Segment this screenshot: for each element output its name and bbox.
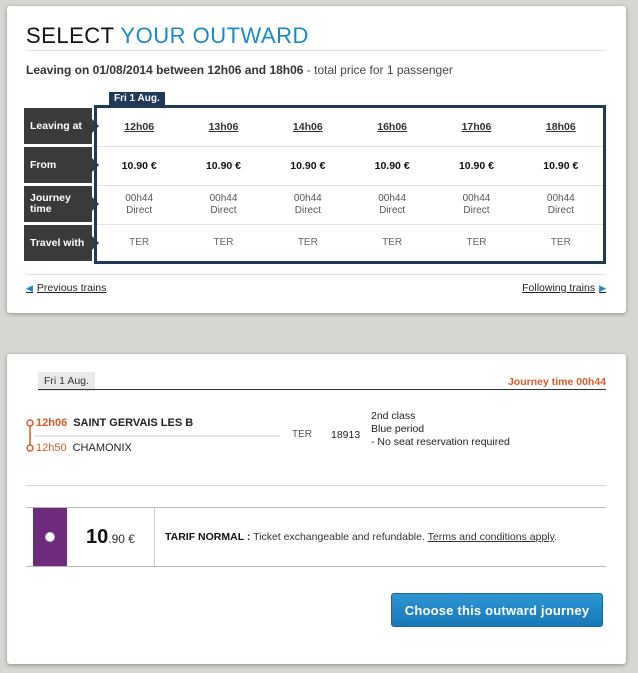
travel-with-cell: TER [382, 237, 403, 248]
price-cell[interactable]: 10.90 € [543, 160, 579, 172]
price-cell[interactable]: 10.90 € [121, 160, 157, 172]
price-cell[interactable]: 10.90 € [458, 160, 494, 172]
travel-with-cell: TER [297, 237, 318, 248]
journey-cell: 00h44 Direct [125, 193, 154, 216]
date-chip: Fri 1 Aug. [38, 372, 95, 391]
travel-with-cell: TER [129, 237, 150, 248]
travel-row [97, 225, 603, 261]
journey-cell: 00h44 Direct [293, 193, 322, 216]
outward-selection-panel [7, 6, 626, 313]
price-row [97, 147, 603, 186]
row-label-from: From [24, 147, 92, 183]
choose-outward-button[interactable]: Choose this outward journey [391, 593, 603, 627]
departure-stop: 12h06 SAINT GERVAIS LES B [36, 417, 194, 429]
travel-with-cell: TER [466, 237, 487, 248]
journey-row [97, 186, 603, 225]
row-label-leaving: Leaving at [24, 108, 92, 144]
price-cell[interactable]: 10.90 € [290, 160, 326, 172]
fare-radio[interactable] [33, 508, 67, 566]
class-info: 2nd class Blue period - No seat reservation required [371, 410, 510, 448]
fare-description: TARIF NORMAL : Ticket exchangeable and refundable. Terms and conditions apply. [165, 531, 558, 543]
day-tag: Fri 1 Aug. [109, 92, 165, 107]
journey-cell: 00h44 Direct [378, 193, 407, 216]
departure-time-link[interactable]: 18h06 [545, 121, 576, 133]
train-grid [94, 105, 606, 264]
journey-cell: 00h44 Direct [462, 193, 491, 216]
search-summary: Leaving on 01/08/2014 between 12h06 and 18h06 - total price for 1 passenger [26, 63, 453, 77]
arrival-stop: 12h50 CHAMONIX [36, 442, 132, 454]
journey-details-panel [7, 354, 626, 664]
price-cell[interactable]: 10.90 € [205, 160, 242, 172]
fare-option[interactable] [26, 507, 606, 567]
departure-time-link[interactable]: 14h06 [292, 121, 323, 133]
title-divider [26, 50, 606, 51]
terms-link[interactable]: Terms and conditions apply [427, 531, 555, 543]
details-divider [26, 485, 606, 486]
previous-trains-link[interactable]: ◀ Previous trains [26, 282, 107, 294]
date-divider [38, 389, 606, 390]
radio-dot-icon [45, 532, 55, 542]
row-label-travel-with: Travel with [24, 225, 92, 261]
price-cell[interactable]: 10.90 € [374, 160, 410, 172]
arrow-right-icon: ▶ [599, 282, 606, 293]
train-number: 18913 [331, 429, 361, 441]
departure-time-link[interactable]: 16h06 [377, 121, 408, 133]
page-title: SELECT YOUR OUTWARD [26, 23, 309, 48]
journey-cell: 00h44 Direct [546, 193, 575, 216]
fare-price: 10.90 € [67, 508, 155, 566]
departure-time-link[interactable]: 13h06 [208, 121, 239, 133]
following-trains-link[interactable]: Following trains ▶ [522, 282, 606, 294]
departure-time-link[interactable]: 17h06 [461, 121, 492, 133]
travel-with-cell: TER [213, 237, 234, 248]
departure-time-link[interactable]: 12h06 [124, 121, 155, 133]
journey-time: Journey time 00h44 [507, 376, 606, 388]
arrow-left-icon: ◀ [26, 282, 33, 293]
row-label-journey-time: Journey time [24, 186, 92, 222]
train-type: TER [292, 429, 312, 440]
nav-divider [26, 274, 606, 275]
leaving-row [97, 108, 603, 147]
journey-cell: 00h44 Direct [209, 193, 238, 216]
travel-with-cell: TER [550, 237, 571, 248]
